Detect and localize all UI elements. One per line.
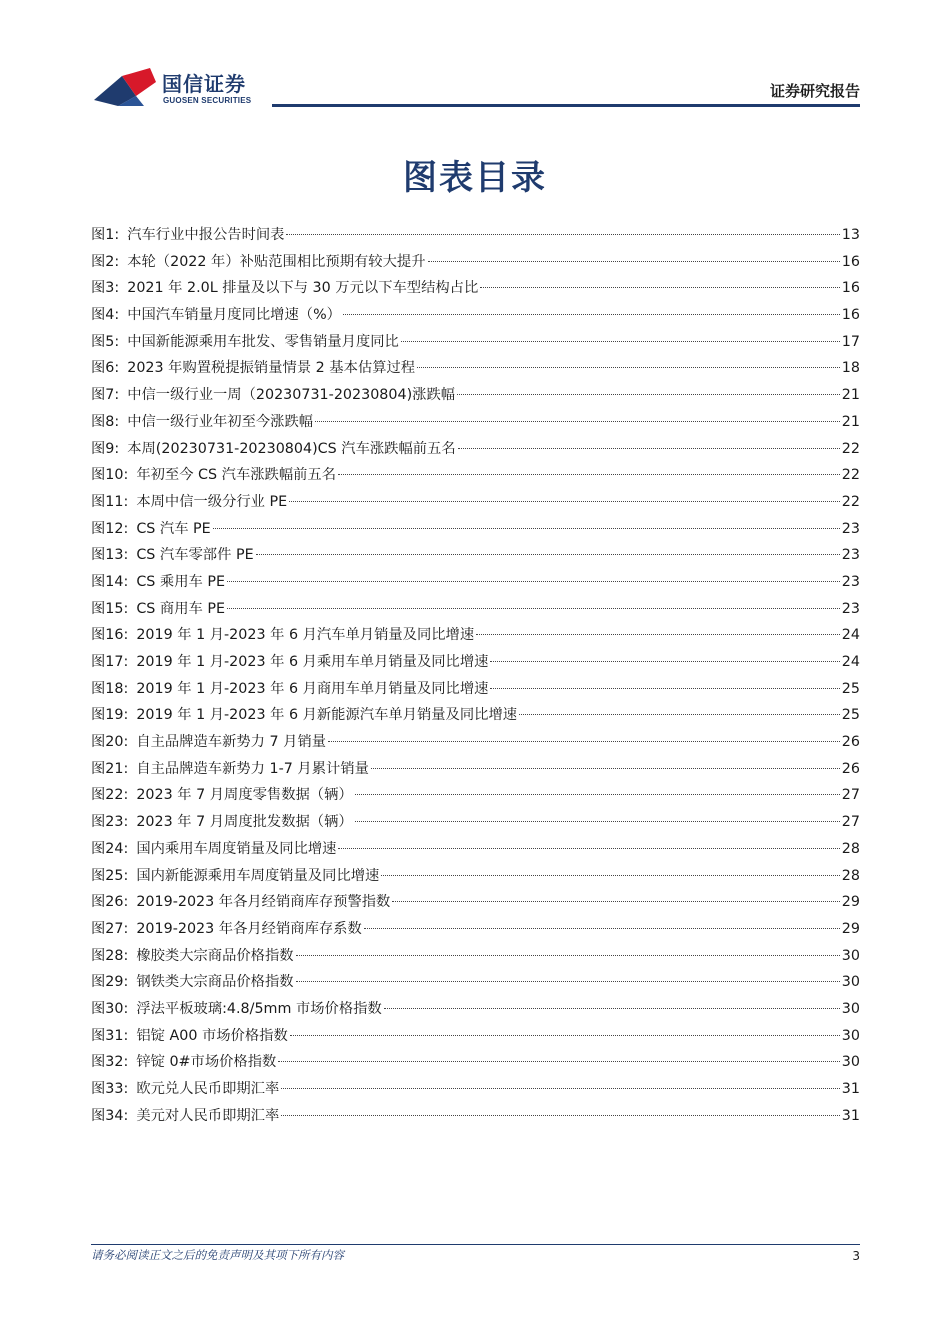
toc-entry-page: 23	[841, 520, 860, 537]
toc-entry[interactable]	[91, 222, 860, 249]
toc-entry-title: 本周(20230731-20230804)CS 汽车涨跌幅前五名	[127, 440, 456, 457]
toc-entry-page: 23	[841, 547, 860, 564]
toc-dot-leader	[458, 448, 840, 449]
toc-entry[interactable]	[91, 809, 860, 836]
logo-english-name: GUOSEN SECURITIES	[163, 96, 252, 105]
toc-entry-title: 2021 年 2.0L 排量及以下与 30 万元以下车型结构占比	[127, 280, 479, 297]
toc-entry-title: 钢铁类大宗商品价格指数	[136, 974, 294, 991]
toc-dot-leader	[371, 768, 840, 769]
toc-entry-title: 橡胶类大宗商品价格指数	[136, 947, 294, 964]
toc-entry[interactable]	[91, 969, 860, 996]
toc-entry[interactable]	[91, 702, 860, 729]
toc-entry[interactable]	[91, 943, 860, 970]
toc-entry-number: 图6:	[91, 360, 120, 377]
toc-entry-number: 图31:	[91, 1027, 129, 1044]
toc-dot-leader	[278, 1061, 839, 1062]
toc-dot-leader	[355, 821, 840, 822]
toc-dot-leader	[213, 528, 840, 529]
toc-entry[interactable]	[91, 836, 860, 863]
toc-dot-leader	[227, 581, 840, 582]
toc-entry-page: 26	[841, 734, 860, 751]
toc-entry-number: 图22:	[91, 787, 129, 804]
toc-entry[interactable]	[91, 676, 860, 703]
toc-entry-number: 图23:	[91, 814, 129, 831]
toc-entry-number: 图32:	[91, 1054, 129, 1071]
toc-entry-number: 图7:	[91, 387, 120, 404]
toc-entry-number: 图1:	[91, 227, 120, 243]
toc-entry-title: 国内乘用车周度销量及同比增速	[136, 840, 337, 857]
toc-dot-leader	[355, 794, 840, 795]
toc-dot-leader	[328, 741, 840, 742]
toc-entry-page: 23	[841, 573, 860, 590]
toc-entry-title: 美元对人民币即期汇率	[136, 1107, 280, 1124]
toc-entry-title: 自主品牌造车新势力 7 月销量	[136, 734, 327, 751]
toc-entry[interactable]	[91, 1103, 860, 1130]
toc-entry-page: 24	[841, 654, 860, 670]
toc-entry-number: 图16:	[91, 627, 129, 644]
toc-entry[interactable]	[91, 782, 860, 809]
toc-entry[interactable]	[91, 302, 860, 329]
toc-entry-page: 21	[841, 387, 860, 404]
toc-dot-leader	[457, 394, 840, 395]
toc-entry-number: 图19:	[91, 707, 129, 724]
toc-entry-page: 30	[841, 947, 860, 964]
toc-entry[interactable]	[91, 409, 860, 436]
toc-entry-number: 图24:	[91, 840, 129, 857]
toc-dot-leader	[296, 955, 840, 956]
toc-entry-title: 铝锭 A00 市场价格指数	[136, 1027, 288, 1044]
toc-entry-page: 16	[841, 280, 860, 297]
toc-entry-title: 2023 年购置税提振销量情景 2 基本估算过程	[127, 360, 416, 377]
toc-entry-number: 图11:	[91, 493, 129, 510]
toc-entry[interactable]	[91, 542, 860, 569]
toc-entry-title: 2023 年 7 月周度零售数据（辆）	[136, 787, 353, 804]
toc-dot-leader	[392, 901, 839, 902]
toc-entry[interactable]	[91, 436, 860, 463]
toc-entry[interactable]	[91, 1076, 860, 1103]
toc-entry-title: 中国汽车销量月度同比增速（%）	[127, 307, 341, 324]
toc-dot-leader	[343, 314, 840, 315]
footer-divider	[91, 1244, 860, 1245]
toc-dot-leader	[290, 1035, 840, 1036]
toc-entry-title: 欧元兑人民币即期汇率	[136, 1081, 280, 1097]
toc-entry-number: 图30:	[91, 1000, 129, 1017]
toc-entry-number: 图17:	[91, 654, 129, 670]
toc-entry-title: 年初至今 CS 汽车涨跌幅前五名	[136, 467, 337, 484]
report-type-label: 证券研究报告	[769, 82, 860, 100]
company-logo	[92, 66, 272, 110]
toc-entry-title: 2019 年 1 月-2023 年 6 月汽车单月销量及同比增速	[136, 627, 475, 644]
footer-disclaimer: 请务必阅读正文之后的免责声明及其项下所有内容	[91, 1248, 344, 1262]
toc-dot-leader	[480, 287, 840, 288]
toc-dot-leader	[289, 501, 840, 502]
toc-entry-page: 22	[841, 493, 860, 510]
toc-entry[interactable]	[91, 462, 860, 489]
toc-entry-number: 图12:	[91, 520, 129, 537]
toc-dot-leader	[490, 661, 839, 662]
toc-entry-page: 23	[841, 600, 860, 617]
toc-entry-number: 图5:	[91, 333, 120, 350]
toc-entry-page: 22	[841, 440, 860, 457]
toc-entry-title: 国内新能源乘用车周度销量及同比增速	[136, 867, 380, 884]
toc-entry-number: 图27:	[91, 920, 129, 937]
guosen-logo-icon	[92, 66, 158, 108]
toc-entry-page: 28	[841, 840, 860, 857]
toc-entry-number: 图14:	[91, 573, 129, 590]
toc-entry[interactable]	[91, 622, 860, 649]
toc-entry[interactable]	[91, 916, 860, 943]
toc-entry[interactable]	[91, 1049, 860, 1076]
toc-entry[interactable]	[91, 729, 860, 756]
toc-entry-page: 16	[841, 253, 860, 270]
toc-entry[interactable]	[91, 249, 860, 276]
header-divider	[272, 104, 860, 107]
toc-entry-number: 图33:	[91, 1081, 129, 1097]
toc-entry[interactable]	[91, 756, 860, 783]
toc-dot-leader	[381, 875, 839, 876]
toc-entry-title: 2019 年 1 月-2023 年 6 月乘用车单月销量及同比增速	[136, 654, 489, 670]
toc-entry-title: CS 商用车 PE	[136, 600, 226, 617]
toc-entry-page: 22	[841, 467, 860, 484]
toc-entry[interactable]	[91, 863, 860, 890]
toc-dot-leader	[519, 714, 840, 715]
toc-entry-number: 图20:	[91, 734, 129, 751]
toc-entry-page: 16	[841, 307, 860, 324]
figure-toc-list	[91, 222, 860, 1129]
toc-entry[interactable]	[91, 996, 860, 1023]
toc-entry[interactable]	[91, 516, 860, 543]
toc-entry[interactable]	[91, 355, 860, 382]
toc-entry-title: 本周中信一级分行业 PE	[136, 493, 288, 510]
toc-entry-page: 29	[841, 920, 860, 937]
toc-entry-page: 28	[841, 867, 860, 884]
toc-entry-title: 2019 年 1 月-2023 年 6 月商用车单月销量及同比增速	[136, 680, 489, 697]
toc-entry[interactable]	[91, 569, 860, 596]
toc-entry-page: 30	[841, 1054, 860, 1071]
toc-dot-leader	[286, 234, 839, 235]
toc-entry-title: 2019-2023 年各月经销商库存预警指数	[136, 894, 391, 911]
toc-entry[interactable]	[91, 382, 860, 409]
toc-entry-title: CS 汽车 PE	[136, 520, 211, 537]
toc-dot-leader	[281, 1115, 840, 1116]
toc-entry-page: 25	[841, 680, 860, 697]
toc-dot-leader	[364, 928, 840, 929]
toc-dot-leader	[315, 421, 840, 422]
toc-entry-page: 13	[841, 227, 860, 243]
toc-entry-title: 自主品牌造车新势力 1-7 月累计销量	[136, 760, 369, 777]
toc-entry-page: 26	[841, 760, 860, 777]
toc-entry-page: 31	[841, 1107, 860, 1124]
toc-dot-leader	[417, 367, 840, 368]
toc-entry-title: 浮法平板玻璃:4.8/5mm 市场价格指数	[136, 1000, 382, 1017]
toc-entry-page: 31	[841, 1081, 860, 1097]
toc-entry-number: 图9:	[91, 440, 120, 457]
toc-dot-leader	[476, 634, 840, 635]
toc-entry-number: 图2:	[91, 253, 120, 270]
toc-entry-page: 17	[841, 333, 860, 350]
toc-entry-number: 图21:	[91, 760, 129, 777]
toc-dot-leader	[428, 261, 840, 262]
toc-entry-page: 21	[841, 413, 860, 430]
toc-entry[interactable]	[91, 489, 860, 516]
toc-dot-leader	[338, 848, 839, 849]
page-header	[0, 0, 950, 110]
toc-entry-page: 30	[841, 1000, 860, 1017]
toc-entry-title: 汽车行业中报公告时间表	[127, 227, 285, 243]
toc-entry-title: 2019-2023 年各月经销商库存系数	[136, 920, 362, 937]
toc-entry-page: 25	[841, 707, 860, 724]
toc-entry-number: 图34:	[91, 1107, 129, 1124]
toc-entry-number: 图8:	[91, 413, 120, 430]
toc-entry-title: 锌锭 0#市场价格指数	[136, 1054, 277, 1071]
toc-dot-leader	[296, 981, 840, 982]
toc-entry-title: 中国新能源乘用车批发、零售销量月度同比	[127, 333, 399, 350]
toc-entry-number: 图10:	[91, 467, 129, 484]
toc-entry-title: CS 乘用车 PE	[136, 573, 226, 590]
toc-dot-leader	[227, 608, 840, 609]
toc-entry[interactable]	[91, 889, 860, 916]
toc-entry-number: 图4:	[91, 307, 120, 324]
toc-dot-leader	[281, 1088, 840, 1089]
toc-entry-number: 图18:	[91, 680, 129, 697]
toc-dot-leader	[384, 1008, 840, 1009]
toc-dot-leader	[338, 474, 840, 475]
toc-entry-title: 本轮（2022 年）补贴范围相比预期有较大提升	[127, 253, 426, 270]
toc-entry[interactable]	[91, 649, 860, 676]
toc-entry-page: 30	[841, 1027, 860, 1044]
toc-entry-title: 中信一级行业年初至今涨跌幅	[127, 413, 314, 430]
toc-entry-page: 27	[841, 814, 860, 831]
toc-entry-title: CS 汽车零部件 PE	[136, 547, 254, 564]
toc-entry-page: 24	[841, 627, 860, 644]
toc-entry-title: 2023 年 7 月周度批发数据（辆）	[136, 814, 353, 831]
page-title: 图表目录	[403, 158, 547, 198]
toc-entry[interactable]	[91, 329, 860, 356]
toc-entry-number: 图15:	[91, 600, 129, 617]
toc-entry-number: 图25:	[91, 867, 129, 884]
toc-entry-number: 图26:	[91, 894, 129, 911]
toc-entry-title: 中信一级行业一周（20230731-20230804)涨跌幅	[127, 387, 456, 404]
toc-entry[interactable]	[91, 596, 860, 623]
logo-chinese-name: 国信证券	[162, 72, 246, 96]
toc-entry-title: 2019 年 1 月-2023 年 6 月新能源汽车单月销量及同比增速	[136, 707, 518, 724]
toc-entry-number: 图3:	[91, 280, 120, 297]
toc-entry[interactable]	[91, 275, 860, 302]
page-number: 3	[852, 1249, 860, 1263]
toc-entry-number: 图13:	[91, 547, 129, 564]
toc-dot-leader	[256, 554, 840, 555]
toc-entry-page: 30	[841, 974, 860, 991]
toc-entry-page: 27	[841, 787, 860, 804]
toc-entry[interactable]	[91, 1023, 860, 1050]
toc-entry-number: 图28:	[91, 947, 129, 964]
toc-entry-page: 18	[841, 360, 860, 377]
toc-entry-page: 29	[841, 894, 860, 911]
toc-dot-leader	[401, 341, 840, 342]
toc-dot-leader	[490, 688, 839, 689]
toc-entry-number: 图29:	[91, 974, 129, 991]
